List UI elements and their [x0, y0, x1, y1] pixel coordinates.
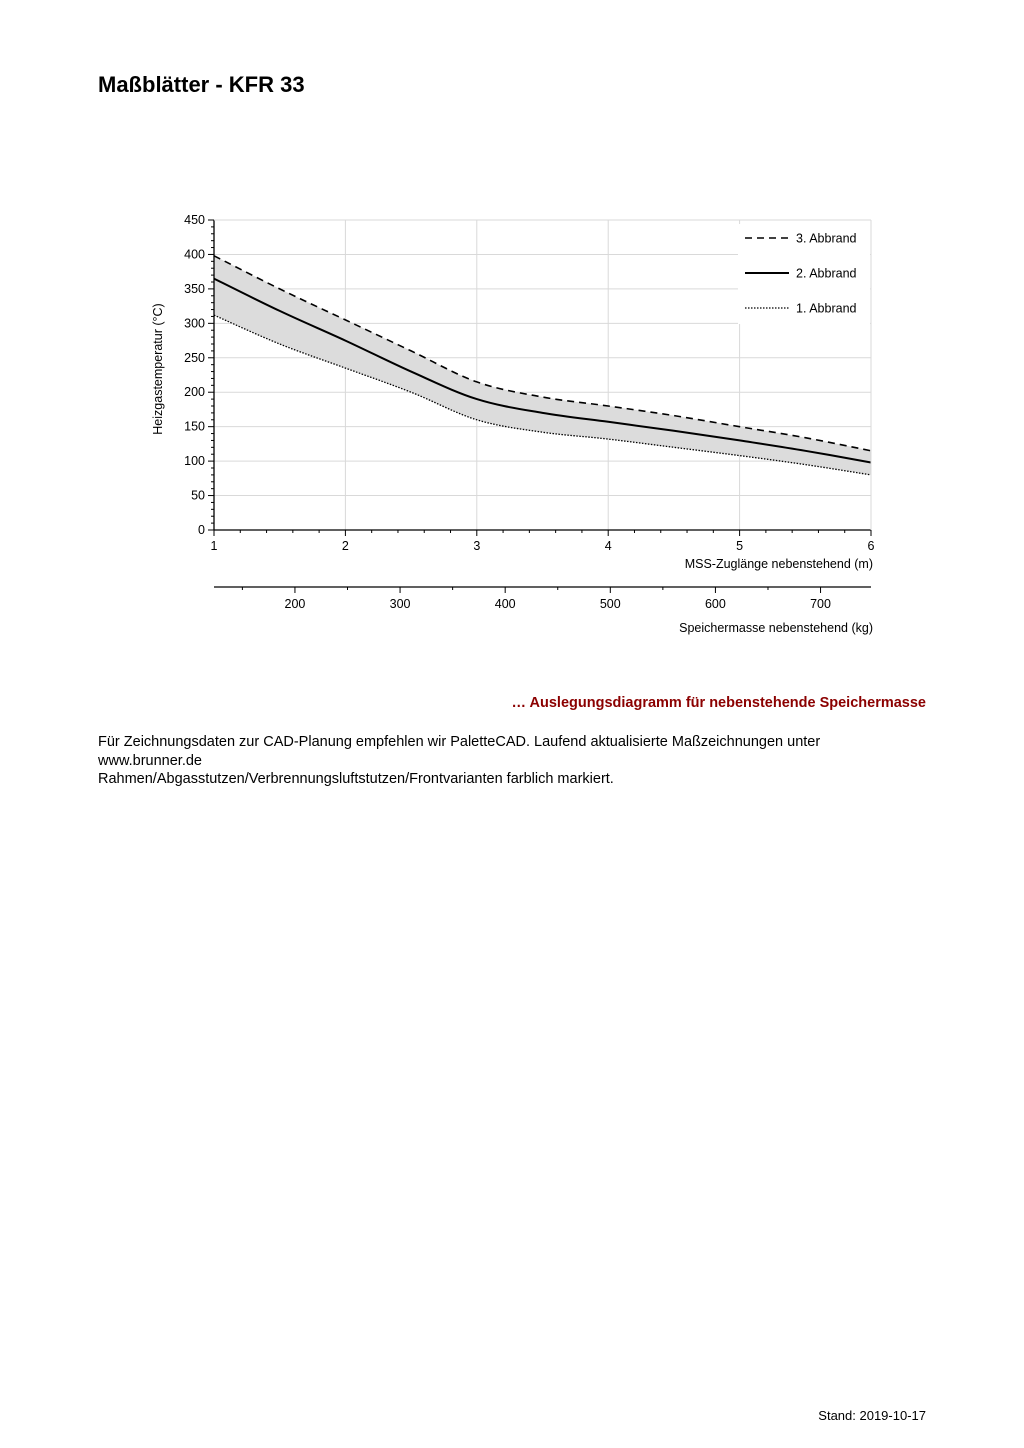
notes-line-2: www.brunner.de	[98, 752, 202, 769]
y-axis-label: Heizgastemperatur (°C)	[151, 303, 165, 435]
x-tick-label: 4	[604, 539, 612, 553]
temperature-chart	[0, 0, 1024, 660]
x-tick-label: 6	[867, 539, 875, 553]
y-tick-label: 50	[191, 488, 205, 503]
x-tick-label: 3	[473, 539, 481, 553]
y-tick-label: 450	[184, 213, 205, 227]
y-tick-label: 150	[184, 419, 205, 434]
notes-line-1: Für Zeichnungsdaten zur CAD-Planung empfehlen wir PaletteCAD. Laufend aktualisierte Maßzeichnungen unter	[98, 734, 821, 750]
x-tick-label: 2	[341, 539, 349, 553]
y-tick-label: 0	[198, 523, 205, 537]
x2-tick-label: 600	[704, 597, 726, 611]
notes-block	[98, 733, 928, 789]
stand-date: Stand: 2019-10-17	[818, 1408, 926, 1423]
legend-label-2: 2. Abbrand	[796, 266, 857, 281]
legend-label-3: 1. Abbrand	[796, 301, 857, 316]
notes-line-3: Rahmen/Abgasstutzen/Verbrennungsluftstutzen/Frontvarianten farblich markiert.	[98, 771, 614, 787]
x2-tick-label: 700	[810, 597, 831, 611]
page-title: Maßblätter - KFR 33	[98, 72, 305, 97]
x2-axis-label: Speichermasse nebenstehend (kg)	[679, 621, 873, 635]
y-tick-label: 400	[184, 247, 205, 262]
y-tick-label: 300	[184, 316, 205, 331]
y-tick-label: 100	[184, 454, 205, 469]
x2-tick-label: 500	[599, 597, 621, 611]
x2-tick-label: 300	[389, 597, 411, 611]
x-tick-label: 5	[736, 539, 744, 553]
y-tick-label: 200	[184, 385, 205, 400]
legend	[738, 224, 870, 324]
x-tick-label: 1	[210, 539, 218, 553]
x2-tick-label: 200	[284, 597, 306, 611]
y-tick-label: 350	[184, 281, 205, 296]
chart-caption: … Auslegungsdiagramm für nebenstehende Speichermasse	[511, 695, 926, 711]
legend-label-1: 3. Abbrand	[796, 231, 857, 246]
x-axis-label: MSS-Zuglänge nebenstehend (m)	[684, 557, 873, 571]
x2-tick-label: 400	[494, 597, 516, 611]
y-tick-label: 250	[184, 350, 205, 365]
